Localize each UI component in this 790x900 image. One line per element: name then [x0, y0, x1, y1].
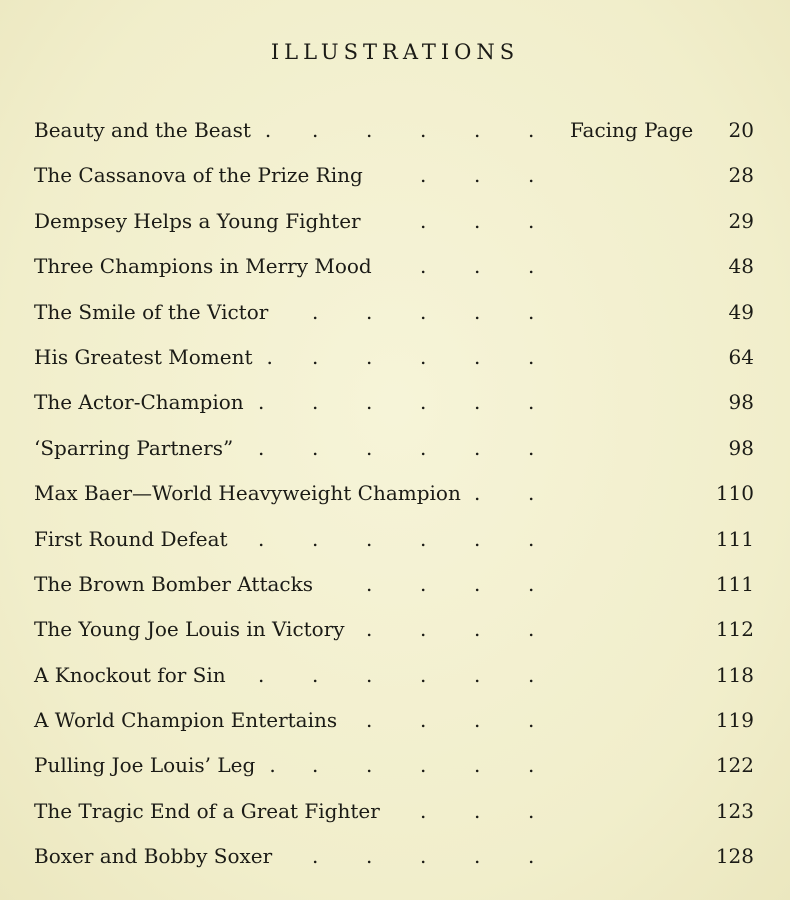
- leader-dot: .: [312, 753, 319, 778]
- list-item: [34, 158, 754, 203]
- list-item: [34, 113, 754, 158]
- leader-dot: .: [528, 571, 535, 596]
- entry-title: The Actor-Champion: [34, 390, 244, 415]
- leader-dot: .: [420, 254, 427, 279]
- page-number: 122: [715, 753, 754, 778]
- leader-dot: .: [420, 617, 427, 642]
- page-number: 64: [728, 344, 754, 369]
- page-heading: ILLUSTRATIONS: [270, 40, 520, 64]
- leader-dot: .: [474, 617, 481, 642]
- entry-title: Dempsey Helps a Young Fighter: [34, 208, 361, 233]
- page-number: 20: [728, 118, 754, 142]
- entry-title: Three Champions in Merry Mood: [34, 254, 372, 279]
- entry-title: Beauty and the Beast: [34, 118, 251, 142]
- leader-dot: .: [474, 662, 481, 687]
- leader-dot: .: [420, 753, 427, 778]
- leader-dot: .: [269, 753, 276, 778]
- leader-dot: .: [528, 662, 535, 687]
- entry-title: The Cassanova of the Prize Ring: [34, 163, 363, 188]
- entry-title: The Smile of the Victor: [34, 299, 269, 324]
- leader-dot: .: [528, 753, 535, 778]
- leader-dot: .: [474, 299, 481, 324]
- leader-dot: .: [366, 435, 373, 460]
- leader-dot: .: [312, 118, 319, 142]
- leader-dot: .: [474, 254, 481, 279]
- page-number: 48: [728, 254, 754, 279]
- leader-dot: .: [258, 662, 265, 687]
- page-number: 123: [715, 798, 754, 823]
- leader-dot: .: [420, 662, 427, 687]
- entry-title: Boxer and Bobby Soxer: [34, 844, 273, 869]
- leader-dot: .: [528, 208, 535, 233]
- entry-title: The Young Joe Louis in Victory: [34, 617, 345, 642]
- entry-title: ‘Sparring Partners”: [34, 435, 234, 460]
- leader-dot: .: [312, 662, 319, 687]
- page-number: 111: [715, 526, 754, 551]
- leader-dot: .: [528, 435, 535, 460]
- leader-dot: .: [474, 390, 481, 415]
- leader-dot: .: [474, 435, 481, 460]
- leader-dot: .: [528, 254, 535, 279]
- page-number: 29: [728, 208, 754, 233]
- list-item: [34, 748, 754, 793]
- list-item: [34, 839, 754, 884]
- entry-title: Max Baer—World Heavyweight Champion: [34, 481, 461, 506]
- leader-dot: .: [366, 617, 373, 642]
- list-item: [34, 249, 754, 294]
- page-number: 119: [715, 708, 754, 733]
- leader-dot: .: [420, 435, 427, 460]
- entry-title: His Greatest Moment: [34, 344, 253, 369]
- list-item: [34, 476, 754, 521]
- page-number: 111: [715, 571, 754, 596]
- leader-dot: .: [474, 481, 481, 506]
- entry-title: First Round Defeat: [34, 526, 228, 551]
- leader-dot: .: [528, 481, 535, 506]
- page-number: 110: [715, 481, 754, 506]
- leader-dot: .: [366, 844, 373, 869]
- leader-dot: .: [366, 708, 373, 733]
- leader-dot: .: [420, 571, 427, 596]
- leader-dot: .: [528, 299, 535, 324]
- leader-dot: .: [420, 798, 427, 823]
- leader-dot: .: [366, 118, 373, 142]
- page-number: 98: [728, 435, 754, 460]
- list-item: [34, 340, 754, 385]
- entry-title: Pulling Joe Louis’ Leg: [34, 753, 256, 778]
- leader-dot: .: [474, 344, 481, 369]
- list-item: [34, 567, 754, 612]
- leader-dot: .: [312, 435, 319, 460]
- page-number: 28: [728, 163, 754, 188]
- leader-dot: .: [474, 526, 481, 551]
- page-number: 49: [728, 299, 754, 324]
- leader-dot: .: [474, 844, 481, 869]
- leader-dot: .: [420, 526, 427, 551]
- leader-dot: .: [366, 299, 373, 324]
- leader-dot: .: [366, 662, 373, 687]
- leader-dot: .: [528, 118, 535, 142]
- leader-dot: .: [258, 435, 265, 460]
- leader-dot: .: [366, 753, 373, 778]
- leader-dot: .: [420, 118, 427, 142]
- leader-dot: .: [312, 344, 319, 369]
- leader-dot: .: [366, 390, 373, 415]
- page-number: 112: [715, 617, 754, 642]
- entry-title: A World Champion Entertains: [34, 708, 338, 733]
- leader-dot: .: [528, 708, 535, 733]
- leader-dot: .: [420, 299, 427, 324]
- page-number: 128: [715, 844, 754, 869]
- leader-dot: .: [528, 344, 535, 369]
- leader-dot: .: [312, 299, 319, 324]
- leader-dot: .: [474, 118, 481, 142]
- leader-dot: .: [420, 708, 427, 733]
- leader-dot: .: [528, 526, 535, 551]
- leader-dot: .: [528, 390, 535, 415]
- list-item: [34, 385, 754, 430]
- leader-dot: .: [366, 526, 373, 551]
- leader-dot: .: [312, 844, 319, 869]
- list-item: [34, 295, 754, 340]
- leader-dot: .: [474, 753, 481, 778]
- leader-dot: .: [474, 798, 481, 823]
- leader-dot: .: [264, 118, 272, 142]
- leader-dot: .: [420, 163, 427, 188]
- list-item: [34, 703, 754, 748]
- leader-dot: .: [258, 390, 265, 415]
- list-item: [34, 612, 754, 657]
- list-item: [34, 204, 754, 249]
- page-number: 118: [715, 662, 754, 687]
- leader-dot: .: [420, 208, 427, 233]
- leader-dot: .: [266, 344, 273, 369]
- leader-dot: .: [420, 344, 427, 369]
- leader-dot: .: [528, 798, 535, 823]
- list-item: [34, 522, 754, 567]
- leader-dot: .: [528, 163, 535, 188]
- leader-dot: .: [474, 708, 481, 733]
- leader-dot: .: [420, 844, 427, 869]
- leader-dot: .: [366, 344, 373, 369]
- list-item: [34, 794, 754, 839]
- page-number: 98: [728, 390, 754, 415]
- entry-title: The Brown Bomber Attacks: [34, 571, 314, 596]
- entry-title: The Tragic End of a Great Fighter: [34, 798, 380, 823]
- leader-dot: .: [474, 163, 481, 188]
- entry-title: A Knockout for Sin: [34, 662, 226, 687]
- leader-dot: .: [312, 390, 319, 415]
- leader-dot: .: [474, 208, 481, 233]
- leader-dot: .: [528, 844, 535, 869]
- illustrations-list: [34, 113, 754, 885]
- leader-dot: .: [420, 390, 427, 415]
- list-item: [34, 658, 754, 703]
- leader-dot: .: [312, 526, 319, 551]
- leader-dot: .: [474, 571, 481, 596]
- leader-dot: .: [366, 571, 373, 596]
- leader-dot: .: [258, 526, 265, 551]
- list-item: [34, 431, 754, 476]
- leader-dot: .: [528, 617, 535, 642]
- facing-page-label: Facing Page: [570, 118, 694, 142]
